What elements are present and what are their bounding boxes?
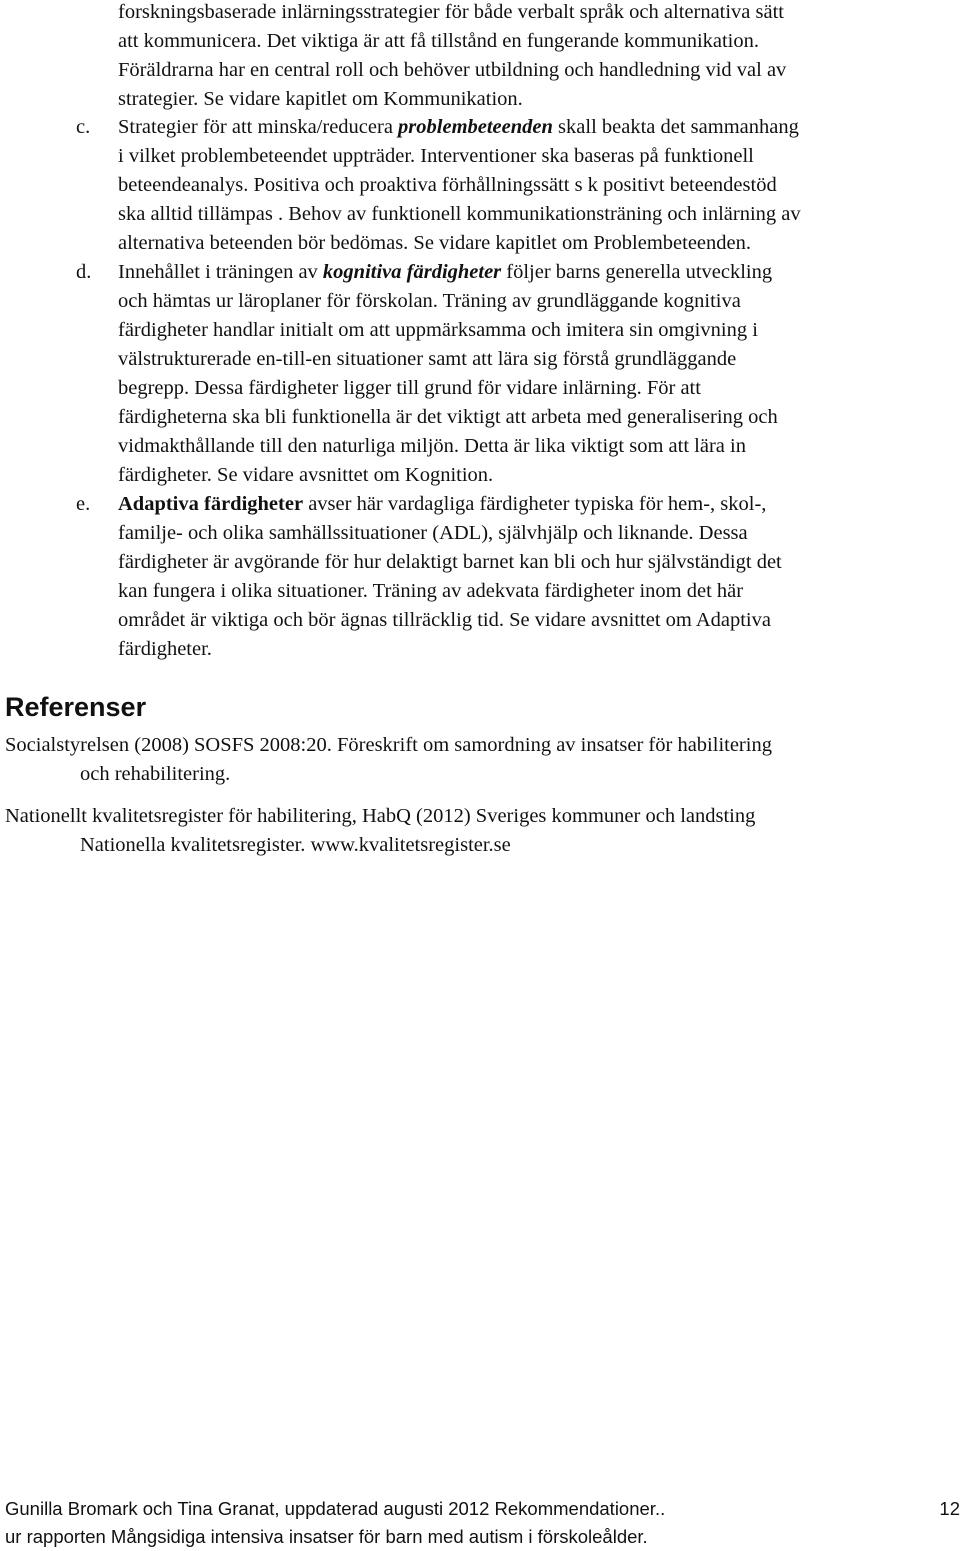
- text-line: området är viktiga och bör ägnas tillräcklig tid. Se vidare avsnittet om Adaptiva: [118, 609, 771, 631]
- text-line: familje- och olika samhällssituationer (ADL), självhjälp och liknande. Dessa: [118, 522, 748, 544]
- text-line: forskningsbaserade inlärningsstrategier för både verbalt språk och alternativa sätt: [118, 1, 784, 23]
- list-item-c: [76, 113, 801, 258]
- text-line: [118, 258, 778, 287]
- emphasis-term: Adaptiva färdigheter: [118, 493, 304, 515]
- list-marker: c.: [76, 116, 91, 138]
- list-item-d: [76, 258, 778, 490]
- text-line: och rehabilitering.: [80, 763, 231, 785]
- text-line: i vilket problembeteendet uppträder. Interventioner ska baseras på funktionell: [118, 145, 754, 167]
- page-number: 12: [939, 1498, 960, 1519]
- text-run: Strategier för att minska/reducera: [118, 116, 399, 138]
- footer-line: ur rapporten Mångsidiga intensiva insatser för barn med autism i förskoleålder.: [5, 1526, 648, 1547]
- references-heading: Referenser: [5, 692, 147, 722]
- footer-line: Gunilla Bromark och Tina Granat, uppdaterad augusti 2012 Rekommendationer..: [5, 1498, 666, 1519]
- text-line: alternativa beteenden bör bedömas. Se vidare kapitlet om Problembeteenden.: [118, 232, 751, 254]
- text-line: och hämtas ur läroplaner för förskolan. Träning av grundläggande kognitiva: [118, 290, 741, 312]
- reference-entry: [5, 731, 772, 789]
- text-line: Socialstyrelsen (2008) SOSFS 2008:20. Föreskrift om samordning av insatser för habilitering: [5, 734, 772, 756]
- text-line: Nationellt kvalitetsregister för habilitering, HabQ (2012) Sveriges kommuner och landsting: [5, 805, 756, 827]
- text-line: Nationella kvalitetsregister. www.kvalitetsregister.se: [80, 834, 511, 856]
- text-line: ska alltid tillämpas . Behov av funktionell kommunikationsträning och inlärning av: [118, 203, 801, 225]
- continuation-paragraph: [118, 0, 786, 114]
- emphasis-term: problembeteenden: [398, 116, 553, 138]
- text-run: följer barns generella utveckling: [501, 261, 773, 283]
- emphasis-term: kognitiva färdigheter: [322, 261, 502, 283]
- text-line: [118, 113, 801, 142]
- list-marker: d.: [76, 261, 92, 283]
- text-line: beteendeanalys. Positiva och proaktiva förhållningssätt s k positivt beteendestöd: [118, 174, 777, 196]
- text-line: [118, 490, 782, 519]
- text-line: Föräldrarna har en central roll och behöver utbildning och handledning vid val av: [118, 59, 787, 81]
- text-line: kan fungera i olika situationer. Träning av adekvata färdigheter inom det här: [118, 580, 744, 602]
- text-run: skall beakta det sammanhang: [552, 116, 799, 138]
- text-run: avser här vardagliga färdigheter typiska för hem-, skol-,: [303, 493, 767, 515]
- reference-entry: [5, 802, 755, 860]
- list-marker: e.: [76, 493, 91, 515]
- text-line: färdigheter. Se vidare avsnittet om Kognition.: [118, 464, 494, 486]
- text-line: färdigheter handlar initialt om att uppmärksamma och imitera sin omgivning i: [118, 319, 758, 341]
- text-line: vidmakthållande till den naturliga miljön. Detta är lika viktigt som att lära in: [118, 435, 746, 457]
- text-run: Innehållet i träningen av: [118, 261, 323, 283]
- text-line: att kommunicera. Det viktiga är att få tillstånd en fungerande kommunikation.: [118, 30, 760, 52]
- text-line: färdigheterna ska bli funktionella är det viktigt att arbeta med generalisering och: [118, 406, 778, 428]
- text-line: färdigheter är avgörande för hur delaktigt barnet kan bli och hur självständigt det: [118, 551, 782, 573]
- text-line: strategier. Se vidare kapitlet om Kommunikation.: [118, 88, 523, 110]
- text-line: färdigheter.: [118, 638, 212, 660]
- page-footer: [5, 1495, 960, 1551]
- text-line: välstrukturerade en-till-en situationer samt att lära sig förstå grundläggande: [118, 348, 737, 370]
- text-line: begrepp. Dessa färdigheter ligger till grund för vidare inlärning. För att: [118, 377, 701, 399]
- list-item-e: [76, 490, 782, 664]
